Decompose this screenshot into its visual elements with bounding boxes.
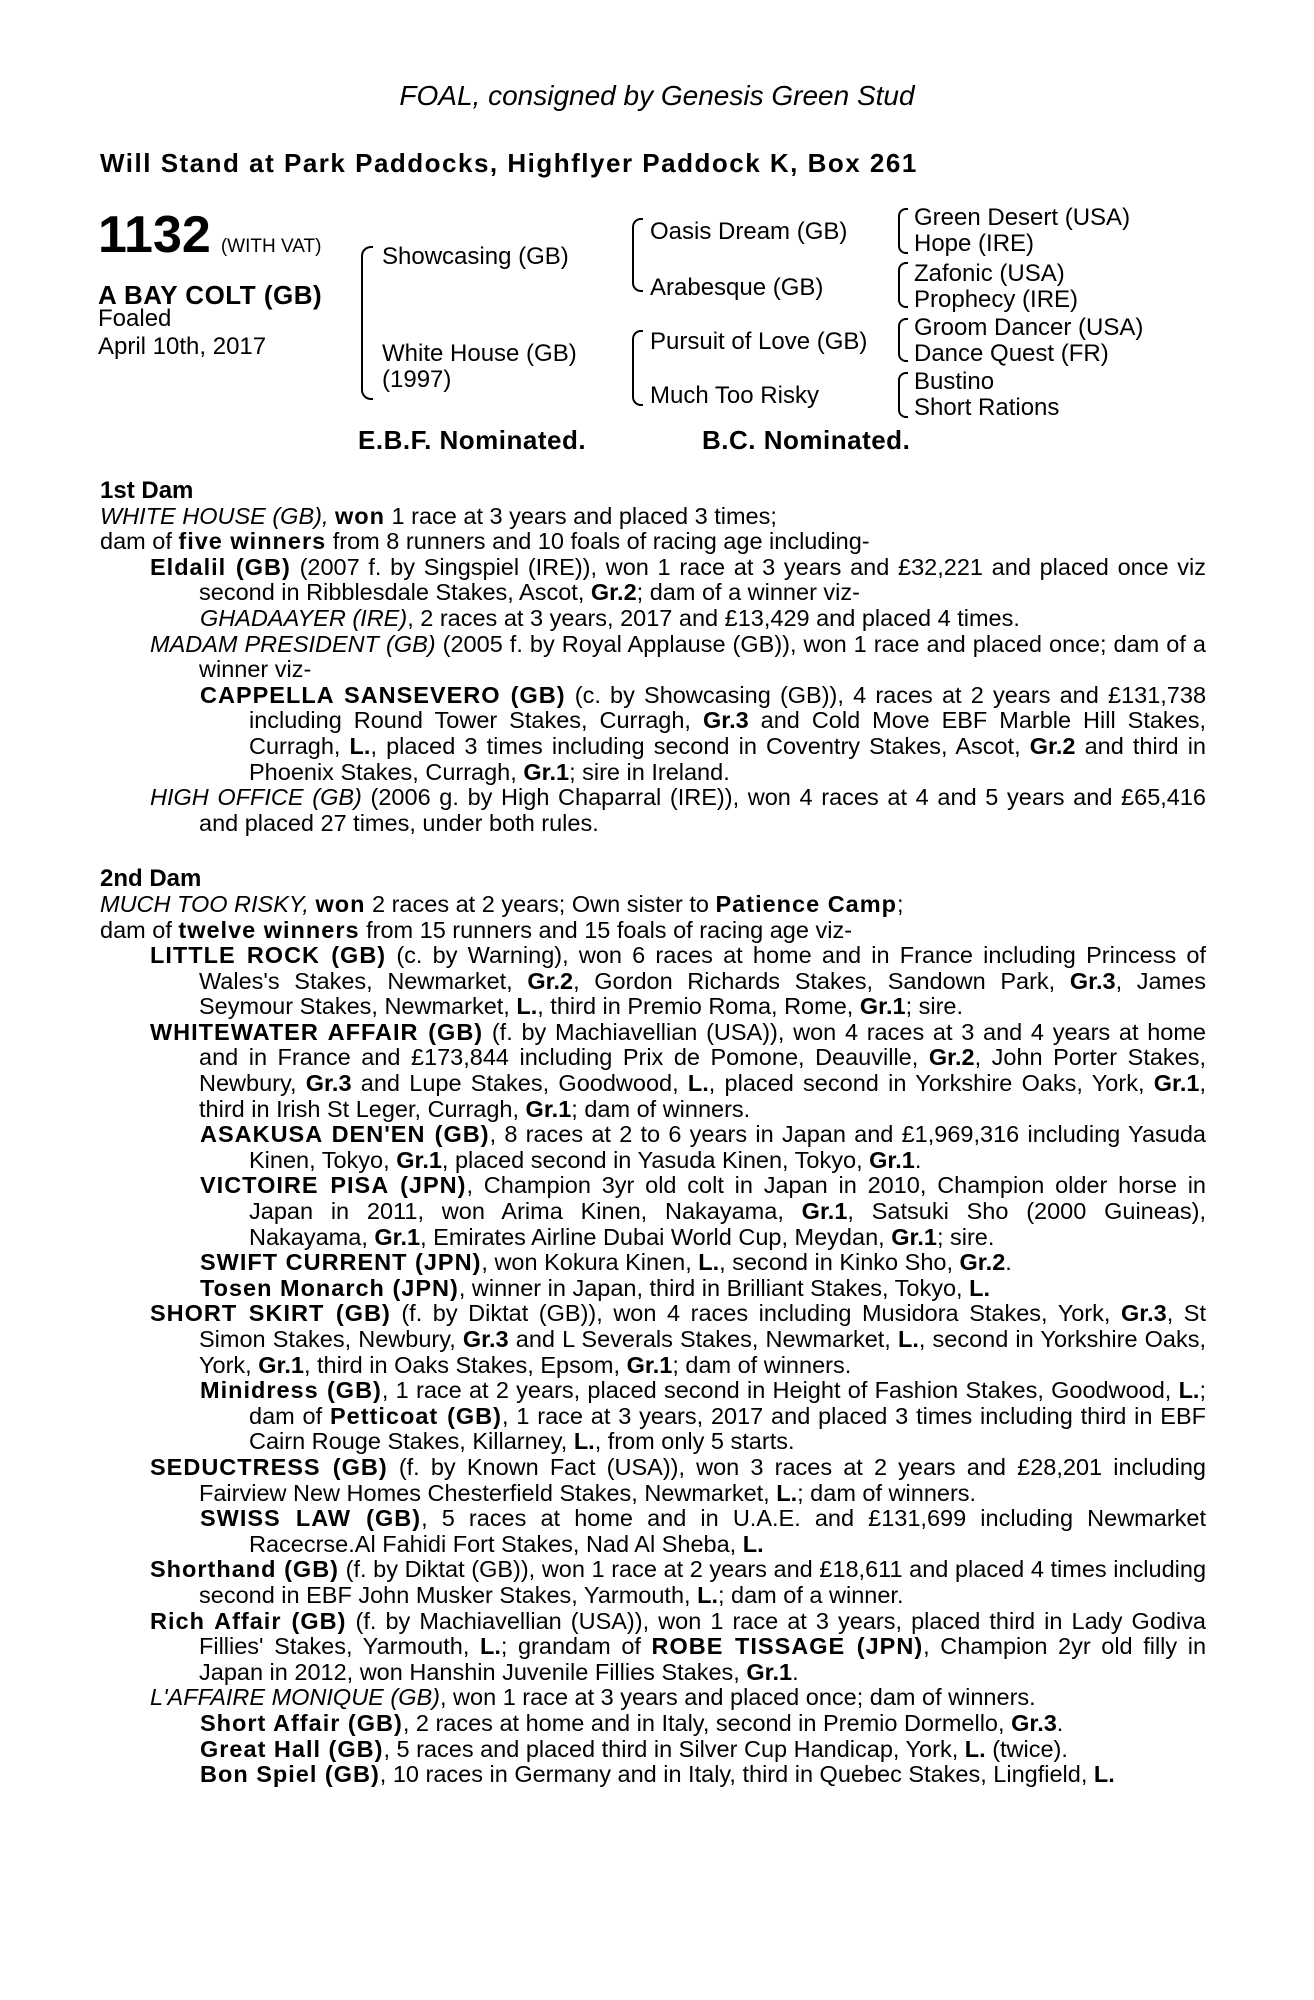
horse-name: CAPPELLA SANSEVERO (GB) bbox=[200, 681, 566, 708]
entry-text: , Champion 2yr old filly in Japan in 2012, won Hanshin Juvenile Fillies Stakes, bbox=[199, 1633, 1207, 1685]
entry-text: , Satsuki Sho (2000 Guineas), Nakayama, bbox=[249, 1198, 1207, 1250]
pedigree-sire-sire: Oasis Dream (GB) bbox=[650, 218, 848, 245]
grade: Gr.1 bbox=[1153, 1070, 1200, 1097]
entry-text: , 1 race at 3 years, 2017 and placed 3 times including third in EBF Cairn Rouge Stakes, Killarney, bbox=[249, 1402, 1207, 1455]
entry-text: (2006 g. by High Chaparral (IRE)), won 4 races at 4 and 5 years and £65,416 and placed 27 times, under both rules. bbox=[199, 784, 1206, 836]
pedigree-sire: Showcasing (GB) bbox=[382, 243, 569, 270]
horse-name: Bon Spiel (GB) bbox=[200, 1761, 380, 1788]
grade: Gr.1 bbox=[891, 1223, 937, 1250]
entry-text: , Gordon Richards Stakes, Sandown Park, bbox=[573, 967, 1056, 994]
stand-location: Will Stand at Park Paddocks, Highflyer Paddock K, Box 261 bbox=[100, 148, 918, 178]
entry-text: , James Seymour Stakes, Newmarket, bbox=[199, 967, 1207, 1020]
lot-number bbox=[98, 205, 321, 265]
produce-entry bbox=[100, 1455, 1206, 1506]
horse-name: Shorthand (GB) bbox=[150, 1556, 340, 1583]
grade: Gr.1 bbox=[258, 1351, 304, 1378]
horse-name: Petticoat (GB) bbox=[330, 1402, 502, 1429]
entry-text: ; dam of bbox=[249, 1377, 1206, 1429]
horse-name: MADAM PRESIDENT (GB) bbox=[150, 630, 436, 657]
listed: L. bbox=[349, 732, 371, 759]
horse-name: L'AFFAIRE MONIQUE (GB) bbox=[150, 1684, 440, 1711]
second-dam-heading: 2nd Dam bbox=[100, 865, 202, 893]
listed: L. bbox=[698, 1249, 720, 1276]
entry-text: , 5 races and placed third in Silver Cup Handicap, York, bbox=[383, 1735, 959, 1762]
entry-text: . bbox=[792, 1658, 799, 1685]
pedigree-dam: White House (GB) bbox=[382, 340, 577, 367]
won-label: won bbox=[335, 502, 386, 529]
pedigree-brace-dd bbox=[898, 372, 908, 418]
entry-text: , second in Kinko Sho, bbox=[719, 1249, 953, 1276]
pedigree-dam-dam: Much Too Risky bbox=[650, 382, 819, 409]
entry-text: and Lupe Stakes, Goodwood, bbox=[360, 1070, 679, 1097]
horse-name: SHORT SKIRT (GB) bbox=[150, 1300, 391, 1327]
vat-note: (WITH VAT) bbox=[220, 236, 322, 257]
grade: Gr.1 bbox=[525, 1095, 572, 1122]
horse-name: VICTOIRE PISA (JPN) bbox=[200, 1172, 467, 1199]
entry-text: , 2 races at home and in Italy, second in Premio Dormello, bbox=[402, 1709, 1005, 1736]
entry-text: , 5 races at home and in U.A.E. and £131,699 including Newmarket Racecrse.Al Fahidi Fort Stakes, Nad Al Sheba, bbox=[249, 1505, 1206, 1557]
entry-text: ; dam of winners. bbox=[797, 1479, 977, 1506]
entry-text: ; sire in Ireland. bbox=[569, 758, 730, 785]
pedigree-dam-year: (1997) bbox=[382, 366, 452, 393]
entry-text: , Champion 3yr old colt in Japan in 2010, Champion older horse in Japan in 2011, won Arima Kinen, Nakayama, bbox=[249, 1172, 1206, 1225]
grade: Gr.2 bbox=[959, 1249, 1006, 1276]
lot-description: A BAY COLT (GB) bbox=[98, 280, 323, 310]
horse-name: Rich Affair (GB) bbox=[150, 1607, 347, 1634]
produce-entry bbox=[100, 1609, 1206, 1686]
grade: Gr.3 bbox=[1120, 1300, 1167, 1327]
grade: Gr.3 bbox=[305, 1070, 352, 1097]
entry-text: , 1 race at 2 years, placed second in Height of Fashion Stakes, Goodwood, bbox=[381, 1377, 1172, 1404]
produce-entry bbox=[100, 1711, 1206, 1737]
produce-entry bbox=[100, 1122, 1206, 1173]
punct: ; bbox=[896, 890, 904, 917]
grade: Gr.1 bbox=[859, 993, 906, 1020]
entry-text: , John Porter Stakes, Newbury, bbox=[199, 1044, 1207, 1097]
produce-entry bbox=[100, 943, 1206, 1020]
horse-name: LITTLE ROCK (GB) bbox=[150, 942, 387, 969]
pedigree-brace-ss bbox=[898, 208, 908, 254]
produce-summary: from 15 runners and 15 foals of racing age viz- bbox=[366, 916, 853, 943]
entry-text: ; sire. bbox=[905, 993, 964, 1020]
foaled-label: Foaled bbox=[98, 305, 172, 332]
produce-entry bbox=[100, 1378, 1206, 1455]
horse-name: SWISS LAW (GB) bbox=[200, 1505, 422, 1532]
listed: L. bbox=[969, 1274, 990, 1301]
horse-name: HIGH OFFICE (GB) bbox=[150, 784, 362, 811]
pedigree-sd-dam: Prophecy (IRE) bbox=[914, 286, 1079, 313]
grade: Gr.1 bbox=[523, 758, 570, 785]
grade: Gr.3 bbox=[702, 707, 749, 734]
first-dam-heading: 1st Dam bbox=[100, 477, 194, 504]
entry-text: , winner in Japan, third in Brilliant Stakes, Tokyo, bbox=[458, 1274, 963, 1301]
entry-text: (f. by Diktat (GB)), won 1 race at 2 years and £18,611 and placed 4 times including second in EBF John Musker Stakes, Yarmouth, bbox=[199, 1556, 1207, 1608]
winners-count: five winners bbox=[178, 528, 327, 555]
horse-name: GHADAAYER (IRE) bbox=[200, 604, 408, 631]
horse-name: ASAKUSA DEN'EN (GB) bbox=[200, 1121, 490, 1148]
produce-entry bbox=[100, 555, 1206, 606]
pedigree-sd-sire: Zafonic (USA) bbox=[914, 260, 1065, 287]
produce-entry bbox=[100, 1173, 1206, 1250]
pedigree-brace-main bbox=[361, 246, 373, 400]
entry-text: , placed second in Yasuda Kinen, Tokyo, bbox=[441, 1146, 863, 1173]
entry-text: ; dam of winners. bbox=[672, 1351, 852, 1378]
pedigree-brace-dam bbox=[632, 330, 643, 406]
entry-text: , Emirates Airline Dubai World Cup, Meydan, bbox=[420, 1223, 885, 1250]
pedigree-dd-sire: Bustino bbox=[914, 368, 995, 395]
entry-text: (2005 f. by Royal Applause (GB)), won 1 race and placed once; dam of a winner viz- bbox=[199, 630, 1206, 683]
entry-text: , 8 races at 2 to 6 years in Japan and £1,969,316 including Yasuda Kinen, Tokyo, bbox=[249, 1121, 1207, 1173]
listed: L. bbox=[1178, 1377, 1200, 1404]
produce-entry bbox=[100, 1250, 1206, 1276]
entry-text: , won 1 race at 3 years and placed once; dam of winners. bbox=[440, 1684, 1036, 1711]
entry-text: ; grandam of bbox=[500, 1633, 641, 1660]
grade: Gr.1 bbox=[869, 1146, 915, 1173]
grade: Gr.1 bbox=[626, 1351, 673, 1378]
horse-name: Eldalil (GB) bbox=[150, 553, 291, 580]
bc-nomination: B.C. Nominated. bbox=[702, 425, 911, 455]
pedigree-brace-ds bbox=[898, 318, 908, 362]
listed: L. bbox=[742, 1530, 764, 1557]
entry-text: , 2 races at 3 years, 2017 and £13,429 and placed 4 times. bbox=[407, 604, 1020, 631]
sister-name: Patience Camp bbox=[715, 890, 897, 917]
entry-text: ; sire. bbox=[936, 1223, 995, 1250]
winners-count: twelve winners bbox=[178, 916, 360, 943]
pedigree-ss-dam: Hope (IRE) bbox=[914, 230, 1035, 257]
produce-entry bbox=[100, 785, 1206, 836]
produce-entry bbox=[100, 1301, 1206, 1378]
entry-text: (c. by Showcasing (GB)), 4 races at 2 years and £131,738 including Round Tower Stakes, Curragh, bbox=[249, 681, 1207, 734]
produce-summary: from 8 runners and 10 foals of racing age including- bbox=[332, 528, 870, 555]
entry-text: , second in Yorkshire Oaks, York, bbox=[199, 1326, 1207, 1378]
pedigree-ds-dam: Dance Quest (FR) bbox=[914, 340, 1109, 367]
entry-text: (f. by Diktat (GB)), won 4 races including Musidora Stakes, York, bbox=[401, 1300, 1111, 1327]
first-dam-record: 1 race at 3 years and placed 3 times; bbox=[391, 502, 777, 529]
entry-text: (f. by Machiavellian (USA)), won 1 race at 3 years, placed third in Lady Godiva Fillies' Stakes, Yarmouth, bbox=[199, 1607, 1206, 1660]
horse-name: SWIFT CURRENT (JPN) bbox=[200, 1249, 482, 1276]
grade: Gr.1 bbox=[396, 1146, 442, 1173]
grade: Gr.3 bbox=[1069, 967, 1116, 994]
listed: L. bbox=[687, 1070, 709, 1097]
produce-entry bbox=[100, 1506, 1206, 1557]
grade: Gr.2 bbox=[928, 1044, 975, 1071]
horse-name: SEDUCTRESS (GB) bbox=[150, 1453, 388, 1480]
entry-text: and L Severals Stakes, Newmarket, bbox=[515, 1326, 891, 1352]
entry-text: (f. by Machiavellian (USA)), won 4 races at 3 and 4 years at home and in France and £173,844 including Prix de Pomone, Deauville, bbox=[199, 1018, 1206, 1071]
pedigree-ds-sire: Groom Dancer (USA) bbox=[914, 314, 1144, 341]
entry-text: , won Kokura Kinen, bbox=[481, 1249, 692, 1276]
consignor-line: FOAL, consigned by Genesis Green Stud bbox=[399, 80, 915, 111]
entry-text: . bbox=[1056, 1709, 1064, 1736]
entry-text: , third in Premio Roma, Rome, bbox=[537, 993, 854, 1020]
entry-text: . bbox=[1005, 1249, 1012, 1276]
entry-text: (twice). bbox=[992, 1735, 1068, 1762]
entry-text: , third in Oaks Stakes, Epsom, bbox=[303, 1351, 621, 1378]
produce-entry bbox=[100, 1685, 1206, 1711]
grade: Gr.2 bbox=[527, 967, 574, 994]
grade: Gr.1 bbox=[746, 1658, 793, 1685]
dam-of-label: dam of bbox=[100, 528, 172, 555]
pedigree-brace-sire bbox=[632, 218, 643, 292]
grade: Gr.3 bbox=[462, 1326, 509, 1352]
entry-text: ; dam of winners. bbox=[571, 1095, 751, 1122]
section-gap bbox=[100, 836, 1206, 866]
entry-text: (f. by Known Fact (USA)), won 3 races at 2 years and £28,201 including Fairview New Homes Chesterfield Stakes, Newmarket, bbox=[199, 1453, 1207, 1506]
listed: L. bbox=[479, 1633, 501, 1660]
horse-name: Tosen Monarch (JPN) bbox=[200, 1274, 459, 1301]
entry-text: , placed second in Yorkshire Oaks, York, bbox=[708, 1070, 1145, 1097]
produce-entry bbox=[100, 683, 1206, 785]
listed: L. bbox=[897, 1326, 919, 1352]
listed: L. bbox=[573, 1428, 595, 1455]
ebf-nomination: E.B.F. Nominated. bbox=[358, 425, 587, 455]
lot-number-value: 1132 bbox=[98, 206, 211, 264]
pedigree-ss-sire: Green Desert (USA) bbox=[914, 204, 1131, 231]
horse-name: Minidress (GB) bbox=[200, 1377, 382, 1404]
pedigree-dd-dam: Short Rations bbox=[914, 394, 1060, 421]
entry-text: and third in Phoenix Stakes, Curragh, bbox=[249, 732, 1207, 785]
second-dam-intro bbox=[100, 892, 1206, 918]
listed: L. bbox=[697, 1581, 718, 1608]
horse-name: WHITEWATER AFFAIR (GB) bbox=[150, 1018, 484, 1045]
second-dam-name: MUCH TOO RISKY, bbox=[100, 890, 309, 917]
grade: Gr.2 bbox=[590, 579, 637, 606]
entry-text: (2007 f. by Singspiel (IRE)), won 1 race at 3 years and £32,221 and placed once viz second in Ribblesdale Stakes, Ascot, bbox=[199, 553, 1206, 606]
listed: L. bbox=[964, 1735, 986, 1762]
pedigree-sire-dam: Arabesque (GB) bbox=[650, 274, 824, 301]
entry-text: , St Simon Stakes, Newbury, bbox=[199, 1300, 1206, 1352]
foaled-date: April 10th, 2017 bbox=[98, 333, 267, 360]
entry-text: , from only 5 starts. bbox=[594, 1428, 795, 1455]
produce-entry bbox=[100, 1762, 1206, 1788]
entry-text: . bbox=[914, 1146, 922, 1173]
grade: Gr.3 bbox=[1011, 1709, 1057, 1736]
grade: Gr.1 bbox=[374, 1223, 421, 1250]
produce-entry bbox=[100, 1557, 1206, 1608]
first-dam-name: WHITE HOUSE (GB), bbox=[100, 502, 329, 529]
second-dam-record: 2 races at 2 years; Own sister to bbox=[372, 890, 709, 917]
entry-text: , placed 3 times including second in Coventry Stakes, Ascot, bbox=[370, 732, 1021, 759]
produce-entry bbox=[100, 632, 1206, 683]
produce-entry bbox=[100, 1737, 1206, 1763]
listed: L. bbox=[776, 1479, 798, 1506]
listed: L. bbox=[516, 993, 538, 1020]
pedigree-dam-sire: Pursuit of Love (GB) bbox=[650, 328, 868, 355]
entry-text: (c. by Warning), won 6 races at home and in France including Princess of Wales's Stakes, Newmarket, bbox=[199, 942, 1206, 994]
entry-text: and Cold Move EBF Marble Hill Stakes, Curragh, bbox=[249, 707, 1207, 759]
grade: Gr.1 bbox=[801, 1198, 848, 1225]
horse-name: Great Hall (GB) bbox=[200, 1735, 384, 1762]
catalogue-body bbox=[100, 478, 1206, 1788]
first-dam-produce bbox=[100, 529, 1206, 555]
listed: L. bbox=[1093, 1761, 1115, 1788]
entry-text: ; dam of a winner viz- bbox=[636, 579, 860, 606]
pedigree-brace-sd bbox=[898, 262, 908, 308]
first-dam-intro bbox=[100, 504, 1206, 530]
produce-entry bbox=[100, 1020, 1206, 1122]
horse-name: ROBE TISSAGE (JPN) bbox=[651, 1633, 924, 1660]
won-label: won bbox=[315, 890, 366, 917]
entry-text: , 10 races in Germany and in Italy, third in Quebec Stakes, Lingfield, bbox=[379, 1761, 1088, 1788]
produce-entry bbox=[100, 1276, 1206, 1302]
second-dam-produce bbox=[100, 918, 1206, 944]
produce-entry bbox=[100, 606, 1206, 632]
dam-of-label: dam of bbox=[100, 916, 172, 943]
entry-text: ; dam of a winner. bbox=[717, 1581, 904, 1608]
grade: Gr.2 bbox=[1029, 732, 1076, 759]
entry-text: , third in Irish St Leger, Curragh, bbox=[199, 1070, 1207, 1122]
horse-name: Short Affair (GB) bbox=[200, 1709, 403, 1736]
